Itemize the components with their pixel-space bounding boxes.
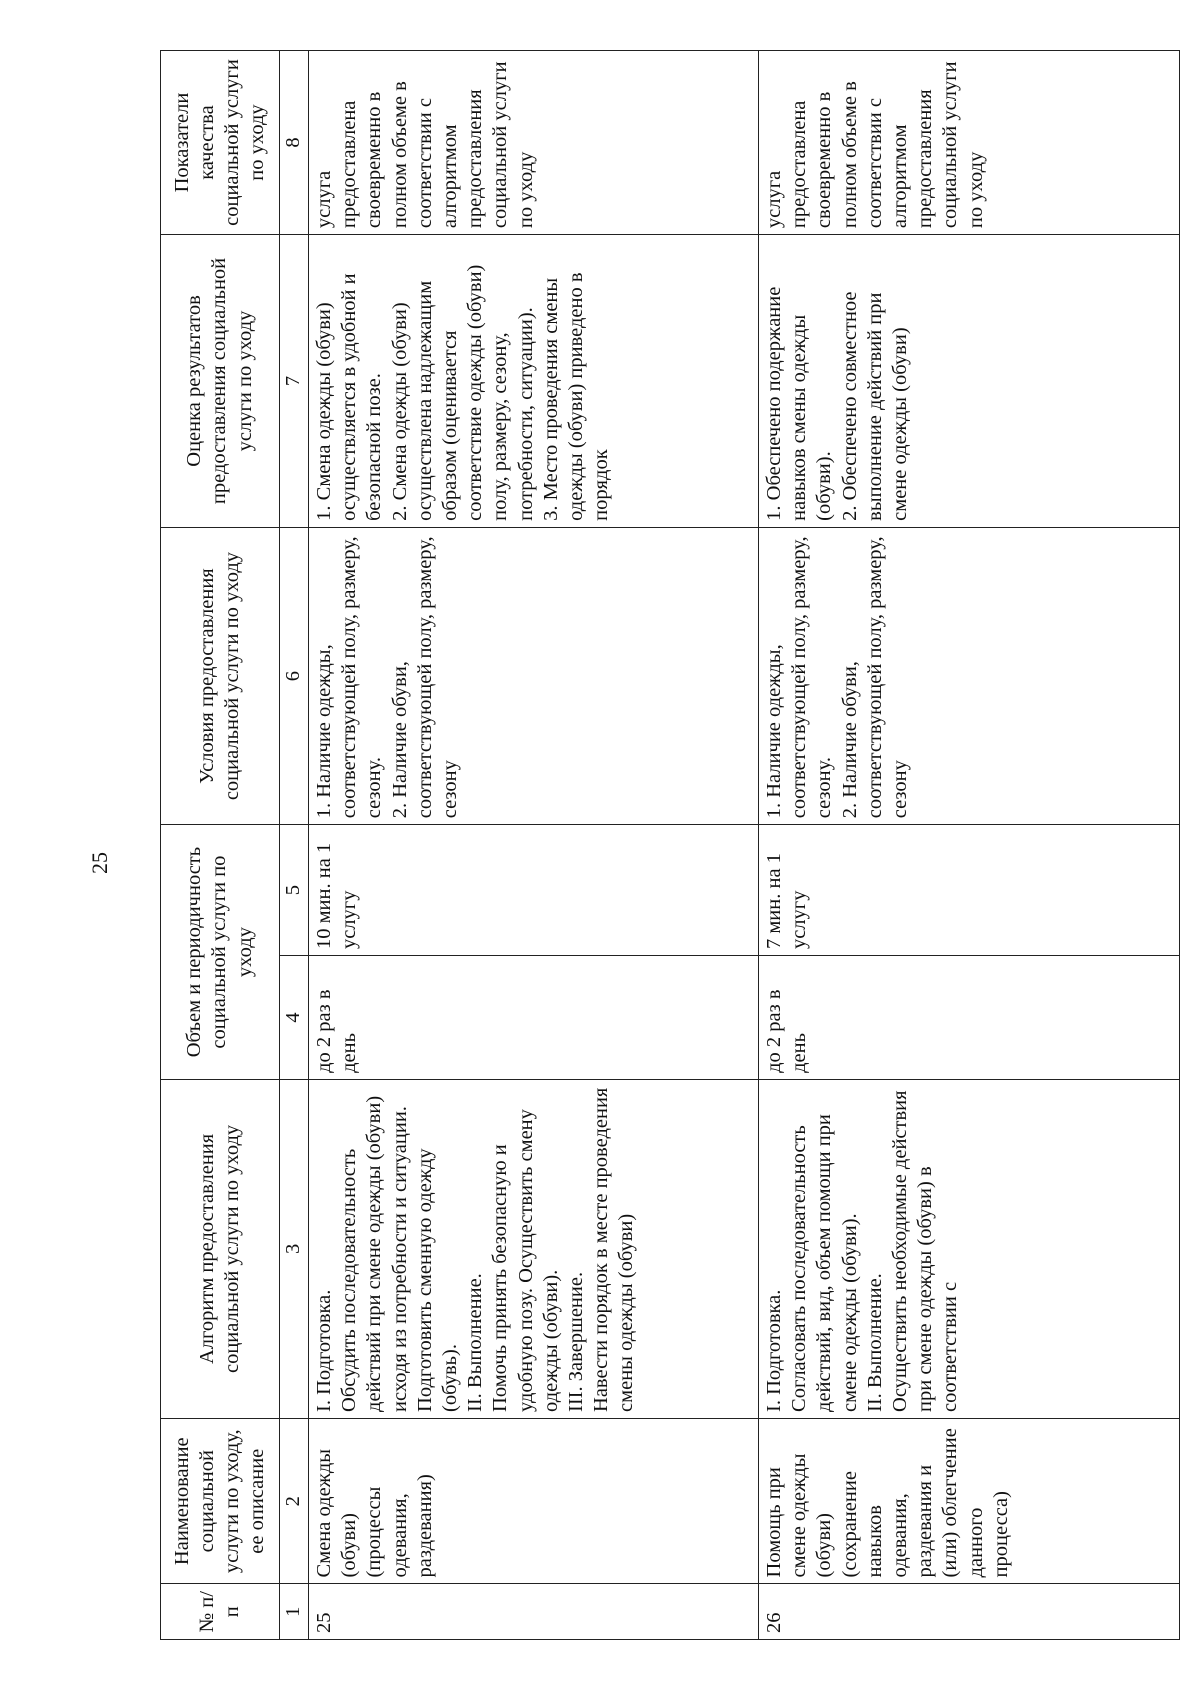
col-number: 7 [280, 235, 309, 528]
service-volume: 10 мин. на 1 услугу [309, 825, 759, 956]
service-evaluation: 1. Смена одежды (обуви) осуществляется в удобной и безопасной позе. 2. Смена одежды (обуви) осуществлена надлежащим образом (оценивается соответствие одежды (обуви) полу, размеру, сезону, потребности, ситуации). 3. Место проведения смены одежды (обуви) приведено в порядок [309, 235, 759, 528]
service-conditions: 1. Наличие одежды, соответствующей полу, размеру, сезону. 2. Наличие обуви, соответствующей полу, размеру, сезону [759, 527, 1180, 824]
col-number: 6 [280, 527, 309, 824]
col-number: 5 [280, 825, 309, 956]
col-number: 3 [280, 1079, 309, 1418]
service-quality: услуга предоставлена своевременно в полном объеме в соответствии с алгоритмом предоставления социальной услуги по уходу [309, 51, 759, 235]
header-quality: Показатели качества социальной услуги по уходу [161, 51, 280, 235]
page-number: 25 [87, 852, 112, 874]
col-number: 4 [280, 956, 309, 1080]
col-number: 2 [280, 1418, 309, 1583]
row-num: 25 [309, 1584, 759, 1640]
services-table [160, 50, 1180, 1640]
service-algorithm: I. Подготовка. Обсудить последовательность действий при смене одежды (обуви) исходя из потребности и ситуации. Подготовить сменную одежду (обувь). II. Выполнение. Помочь принять безопасную и удобную позу. Осуществить смену одежды (обуви). III. Завершение. Навести порядок в месте проведения смены одежды (обуви) [309, 1079, 759, 1418]
row-num: 26 [759, 1584, 1180, 1640]
service-name: Смена одежды (обуви) (процессы одевания, раздевания) [309, 1418, 759, 1583]
table-row [309, 51, 759, 1640]
service-evaluation: 1. Обеспечено подержание навыков смены одежды (обуви). 2. Обеспечено совместное выполнение действий при смене одежды (обуви) [759, 235, 1180, 528]
col-number: 1 [280, 1584, 309, 1640]
header-row [161, 51, 280, 1640]
header-algorithm: Алгоритм предоставления социальной услуги по уходу [161, 1079, 280, 1418]
service-conditions: 1. Наличие одежды, соответствующей полу, размеру, сезону. 2. Наличие обуви, соответствующей полу, размеру, сезону [309, 527, 759, 824]
header-num: № п/п [161, 1584, 280, 1640]
header-evaluation: Оценка результатов предоставления социальной услуги по уходу [161, 235, 280, 528]
col-number: 8 [280, 51, 309, 235]
service-quality: услуга предоставлена своевременно в полном объеме в соответствии с алгоритмом предоставления социальной услуги по уходу [759, 51, 1180, 235]
rotated-table-wrapper [160, 50, 1180, 1640]
service-algorithm: I. Подготовка. Согласовать последовательность действий, вид, объем помощи при смене одежды (обуви). II. Выполнение. Осуществить необходимые действия при смене одежды (обуви) в соответствии с [759, 1079, 1180, 1418]
header-conditions: Условия предоставления социальной услуги по уходу [161, 527, 280, 824]
header-name: Наименование социальной услуги по уходу, ее описание [161, 1418, 280, 1583]
service-frequency: до 2 раз в день [759, 956, 1180, 1080]
service-frequency: до 2 раз в день [309, 956, 759, 1080]
column-number-row [280, 51, 309, 1640]
table-row [759, 51, 1180, 1640]
service-volume: 7 мин. на 1 услугу [759, 825, 1180, 956]
service-name: Помощь при смене одежды (обуви) (сохранение навыков одевания, раздевания и (или) облегчение данного процесса) [759, 1418, 1180, 1583]
header-volume: Объем и периодичность социальной услуги по уходу [161, 825, 280, 1080]
